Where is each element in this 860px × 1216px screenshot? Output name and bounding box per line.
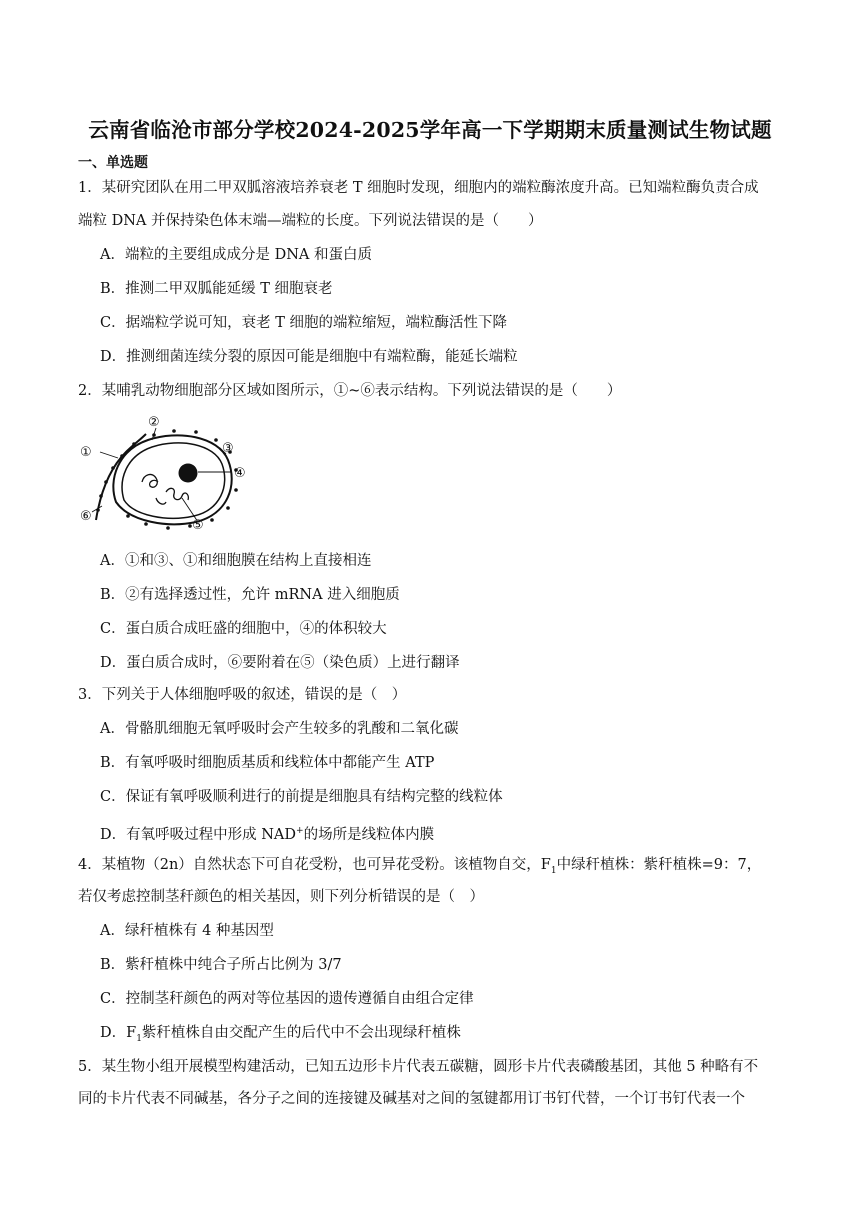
figure-label-2: ② <box>148 415 160 430</box>
figure-label-1: ① <box>80 445 92 460</box>
page-title: 云南省临沧市部分学校2024-2025学年高一下学期期末质量测试生物试题 <box>88 118 772 142</box>
q4-option-d-post: 紫秆植株自由交配产生的后代中不会出现绿秆植株 <box>141 1025 461 1041</box>
q4-stem-line1 <box>78 855 788 881</box>
q4-option-d-pre: D．F <box>100 1025 137 1041</box>
q3-option-d <box>100 821 434 845</box>
figure-label-3: ③ <box>222 441 234 456</box>
q4-stem-post: 中绿秆植株：紫秆植株=9：7， <box>556 857 762 873</box>
q3-option-c: C．保证有氧呼吸顺利进行的前提是细胞具有结构完整的线粒体 <box>100 789 503 805</box>
q4-option-b: B．紫秆植株中纯合子所占比例为 3/7 <box>100 957 342 973</box>
q3-option-d-post: 的场所是线粒体内膜 <box>303 826 435 843</box>
figure-label-6: ⑥ <box>80 509 92 524</box>
q4-option-d-sub: 1 <box>136 1033 142 1044</box>
q2-option-b: B．②有选择透过性，允许 mRNA 进入细胞质 <box>100 587 400 603</box>
cell-structure-figure <box>78 410 254 530</box>
q4-option-d <box>100 1023 461 1049</box>
q3-option-b: B．有氧呼吸时细胞质基质和线粒体中都能产生 ATP <box>100 755 435 771</box>
q2-stem: 2．某哺乳动物细胞部分区域如图所示，①~⑥表示结构。下列说法错误的是（ ） <box>78 383 622 399</box>
figure-label-4: ④ <box>234 466 246 481</box>
q4-option-c: C．控制茎秆颜色的两对等位基因的遗传遵循自由组合定律 <box>100 991 474 1007</box>
section-heading: 一、单选题 <box>78 155 148 171</box>
q4-stem-pre: 4．某植物（2n）自然状态下可自花受粉，也可异花受粉。该植物自交，F <box>78 857 551 873</box>
q5-stem-line2: 同的卡片代表不同碱基，各分子之间的连接键及碱基对之间的氢键都用订书钉代替，一个订书钉代表一个 <box>78 1091 745 1107</box>
q3-option-a: A．骨骼肌细胞无氧呼吸时会产生较多的乳酸和二氧化碳 <box>100 721 459 737</box>
q2-option-d: D．蛋白质合成时，⑥要附着在⑤（染色质）上进行翻译 <box>100 655 460 671</box>
q4-stem-sub: 1 <box>550 865 557 876</box>
q5-stem-line1: 5．某生物小组开展模型构建活动，已知五边形卡片代表五碳糖，圆形卡片代表磷酸基团，其他 5 种略有不 <box>78 1059 759 1075</box>
q1-stem-line2: 端粒 DNA 并保持染色体末端—端粒的长度。下列说法错误的是（ ） <box>78 213 543 229</box>
q3-option-d-sup: + <box>296 826 304 836</box>
q1-stem-line1: 1．某研究团队在用二甲双胍溶液培养衰老 T 细胞时发现，细胞内的端粒酶浓度升高。已知端粒酶负责合成 <box>78 180 759 196</box>
q4-option-a: A．绿秆植株有 4 种基因型 <box>100 923 274 939</box>
q3-option-d-pre: D．有氧呼吸过程中形成 NAD <box>100 826 297 843</box>
q2-option-c: C．蛋白质合成旺盛的细胞中，④的体积较大 <box>100 621 387 637</box>
q1-option-a: A．端粒的主要组成成分是 DNA 和蛋白质 <box>100 247 372 263</box>
q1-option-d: D．推测细菌连续分裂的原因可能是细胞中有端粒酶，能延长端粒 <box>100 349 518 365</box>
figure-label-5: ⑤ <box>192 518 204 530</box>
q2-option-a: A．①和③、①和细胞膜在结构上直接相连 <box>100 553 372 569</box>
q3-stem: 3．下列关于人体细胞呼吸的叙述，错误的是（ ） <box>78 687 407 703</box>
q4-stem-line2: 若仅考虑控制茎秆颜色的相关基因，则下列分析错误的是（ ） <box>78 889 484 905</box>
q1-option-b: B．推测二甲双胍能延缓 T 细胞衰老 <box>100 281 333 297</box>
q1-option-c: C．据端粒学说可知，衰老 T 细胞的端粒缩短，端粒酶活性下降 <box>100 315 507 331</box>
